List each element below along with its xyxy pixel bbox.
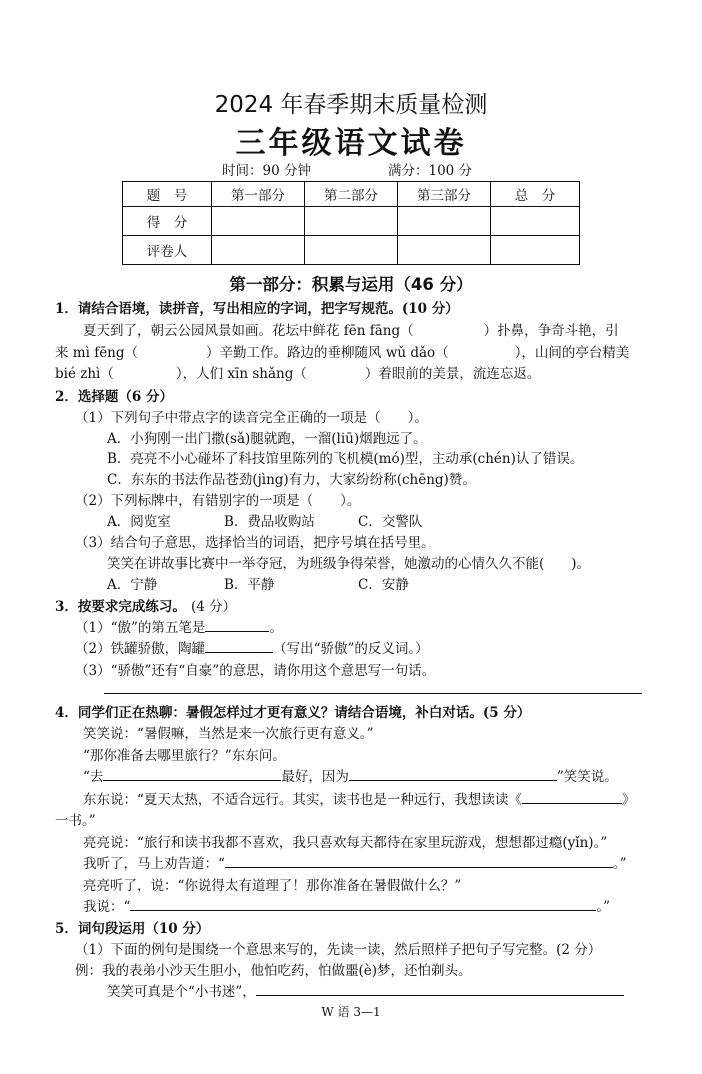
dialogue-line: 我听了，马上劝告道：“ 。” (83, 856, 627, 872)
score-row-label: 得 分 (123, 207, 212, 236)
question-2-3: （3）结合句子意思，选择恰当的词语，把序号填在括号里。 (75, 535, 435, 551)
page-footer: W 语 3—1 (321, 1005, 381, 1019)
score-table-header: 第一部分 (212, 182, 305, 207)
question-2-3-sentence: 笑笑在讲故事比赛中一举夺冠，为班级争得荣誉，她激动的心情久久不能( )。 (107, 556, 591, 572)
answer-blank[interactable] (205, 619, 269, 632)
score-table-header: 第三部分 (398, 182, 491, 207)
question-4-title: 4．同学们正在热聊：暑假怎样过才更有意义？请结合语境，补白对话。(5 分） (55, 705, 531, 721)
answer-blank[interactable] (225, 855, 613, 868)
question-3-points: (4 分） (191, 599, 237, 615)
question-2-title: 2．选择题（6 分） (55, 389, 173, 405)
question-2-1: （1）下列句子中带点字的读音完全正确的一项是（ ）。 (75, 410, 428, 426)
option-c: C．东东的书法作品苍劲(jìng)有力，大家纷纷称(chēng)赞。 (107, 472, 476, 488)
answer-blank[interactable] (349, 768, 557, 781)
question-2-2: （2）下列标牌中，有错别字的一项是（ ）。 (75, 493, 361, 509)
option-a: A．小狗刚一出门撒(sǎ)腿就跑，一溜(liū)烟跑远了。 (107, 431, 427, 447)
question-1-line-1: 夏天到了，朝云公园风景如画。花坛中鲜花 fēn fāng（ ）扑鼻，争奇斗艳，引 (83, 323, 619, 339)
score-cell[interactable] (212, 236, 305, 265)
dialogue-line: “去 最好，因为 ”笑笑说。 (83, 769, 618, 785)
option-a: A．宁静 (107, 577, 158, 593)
score-row-label: 评卷人 (123, 236, 212, 265)
question-5-1: （1）下面的例句是围绕一个意思来写的，先读一读，然后照样子把句子写完整。(2 分） (75, 942, 602, 958)
exam-title: 2024 年春季期末质量检测 (214, 92, 488, 118)
example-sentence: 例：我的表弟小沙天生胆小，他怕吃药，怕做噩(è)梦，还怕剃头。 (75, 963, 472, 979)
exam-subtitle: 三年级语文试卷 (235, 126, 467, 161)
score-cell[interactable] (398, 207, 491, 236)
question-1-title: 1．请结合语境，读拼音，写出相应的字词，把字写规范。(10 分） (55, 301, 459, 317)
question-5-1-answer: 笑笑可真是个“小书迷”， (107, 980, 624, 1000)
question-5-title: 5．词句段运用（10 分） (55, 921, 210, 937)
question-3-2: （2）铁罐骄傲，陶罐 （写出“骄傲”的反义词。） (75, 641, 429, 657)
score-table-header: 总 分 (491, 182, 580, 207)
score-cell[interactable] (491, 207, 580, 236)
answer-blank[interactable] (205, 640, 273, 653)
question-1-line-3: bié zhì（ ），人们 xīn shǎng（ ）着眼前的美景，流连忘返。 (55, 366, 541, 382)
question-3-title: 3．按要求完成练习。 (55, 599, 186, 615)
exam-full-score: 满分：100 分 (388, 163, 473, 179)
score-cell[interactable] (398, 236, 491, 265)
dialogue-line: “那你准备去哪里旅行？”东东问。 (83, 748, 286, 764)
answer-blank[interactable] (130, 898, 596, 911)
dialogue-line: 一书。” (55, 813, 96, 829)
question-1-line-2: 来 mì fēng（ ）辛勤工作。路边的垂柳随风 wǔ dǎo（ ），山间的亭台精美 (55, 345, 630, 361)
score-cell[interactable] (491, 236, 580, 265)
dialogue-line: 东东说：“夏天太热，不适合远行。其实，读书也是一种远行，我想读读《 》 (83, 792, 636, 808)
dialogue-line: 笑笑说：“暑假嘛，当然是来一次旅行更有意义。” (83, 726, 374, 742)
option-c: C．交警队 (358, 514, 423, 530)
score-cell[interactable] (212, 207, 305, 236)
dialogue-line: 我说：“ 。” (83, 899, 611, 915)
option-b: B．亮亮不小心碰坏了科技馆里陈列的飞机模(mó)型，主动承(chén)认了错误。 (107, 451, 584, 467)
option-b: B．平静 (224, 577, 275, 593)
option-b: B．费品收购站 (224, 514, 315, 530)
dialogue-line: 亮亮说：“旅行和读书我都不喜欢，我只喜欢每天都待在家里玩游戏，想想都过瘾(yǐn)。” (83, 835, 608, 851)
answer-blank[interactable] (103, 768, 281, 781)
answer-line[interactable] (104, 693, 642, 694)
score-table-header: 题 号 (123, 182, 212, 207)
score-cell[interactable] (305, 236, 398, 265)
score-table (122, 181, 580, 265)
score-cell[interactable] (305, 207, 398, 236)
option-a: A．阅览室 (107, 514, 171, 530)
score-table-header: 第二部分 (305, 182, 398, 207)
option-c: C．安静 (358, 577, 409, 593)
answer-blank[interactable] (522, 791, 622, 804)
section-title: 第一部分：积累与运用（46 分） (229, 275, 473, 294)
answer-blank[interactable] (256, 983, 624, 996)
exam-time: 时间：90 分钟 (222, 163, 311, 179)
dialogue-line: 亮亮听了，说：“你说得太有道理了！那你准备在暑假做什么？” (83, 878, 462, 894)
question-3-1: （1）“傲”的第五笔是 。 (75, 620, 283, 636)
question-3-3: （3）“骄傲”还有“自豪”的意思，请你用这个意思写一句话。 (75, 663, 436, 679)
question-3-title-row (55, 595, 236, 615)
